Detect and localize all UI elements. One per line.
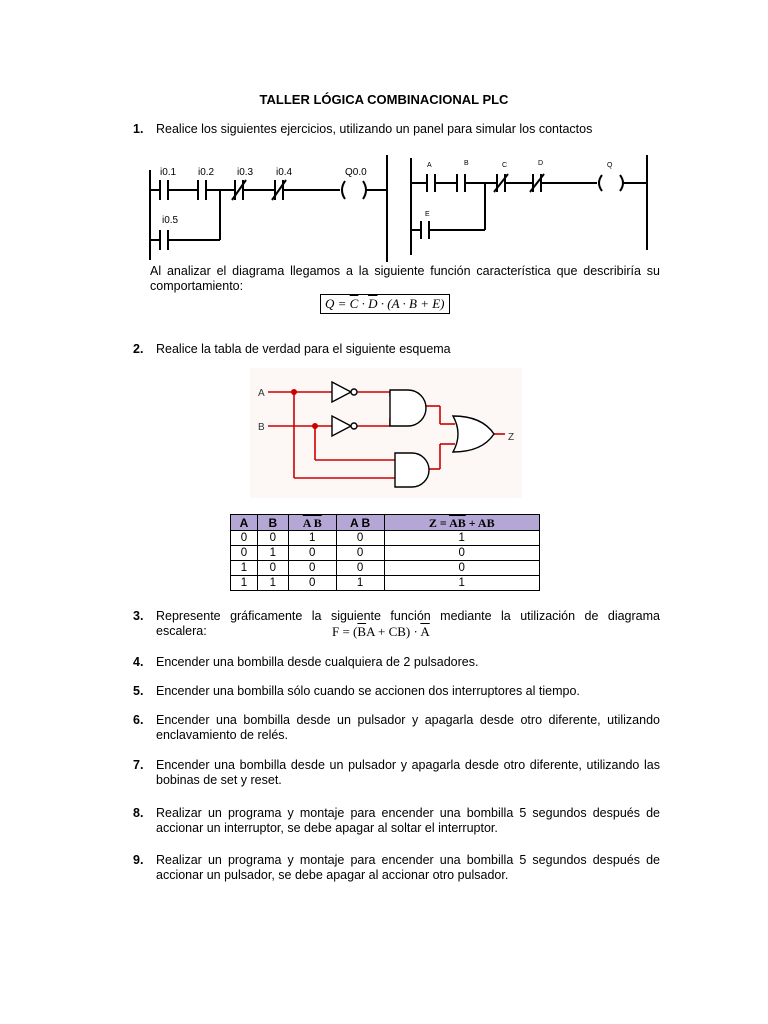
ladder1-label-i05: i0.5 bbox=[162, 215, 179, 226]
header-a: A bbox=[231, 515, 258, 531]
table-row bbox=[231, 576, 540, 591]
ladder1-label-i03: i0.3 bbox=[237, 167, 254, 178]
table-cell: 1 bbox=[257, 546, 288, 561]
item-6-number: 6. bbox=[133, 713, 144, 727]
item-3-text: Represente gráficamente la siguiente función mediante la utilización de diagrama escalera: bbox=[156, 609, 660, 638]
ladder2-label-b: B bbox=[464, 160, 469, 167]
header-z-rhs: + AB bbox=[465, 515, 495, 530]
table-row bbox=[231, 531, 540, 546]
ladder2-label-a: A bbox=[427, 162, 432, 169]
ladder2-label-c: C bbox=[502, 162, 508, 169]
table-row bbox=[231, 546, 540, 561]
function-q bbox=[320, 294, 450, 314]
function-q-lhs: Q = bbox=[325, 296, 350, 311]
ladder2-label-d: D bbox=[538, 160, 544, 167]
header-not-a-not-b: A B bbox=[288, 515, 336, 531]
table-cell: 0 bbox=[288, 561, 336, 576]
table-cell: 0 bbox=[231, 546, 258, 561]
table-cell: 1 bbox=[231, 561, 258, 576]
ladder1-label-i02: i0.2 bbox=[198, 167, 215, 178]
table-cell: 0 bbox=[257, 531, 288, 546]
item-2-number: 2. bbox=[133, 342, 144, 356]
table-cell: 0 bbox=[384, 546, 539, 561]
table-cell: 0 bbox=[336, 531, 384, 546]
circuit-input-b: B bbox=[258, 422, 265, 433]
function-f-not-a: $\overline{A}$ bbox=[420, 624, 430, 639]
table-cell: 1 bbox=[384, 531, 539, 546]
table-cell: 1 bbox=[231, 576, 258, 591]
item-2-text: Realice la tabla de verdad para el siguiente esquema bbox=[156, 342, 451, 356]
function-f-not-b: $\overline{B}$ bbox=[357, 624, 367, 639]
table-cell: 0 bbox=[336, 546, 384, 561]
truth-table-header-row bbox=[231, 515, 540, 531]
table-cell: 0 bbox=[384, 561, 539, 576]
item-9-number: 9. bbox=[133, 853, 144, 867]
item-7-text: Encender una bombilla desde un pulsador y apagarla desde otro diferente, utilizando las bobinas de set y reset. bbox=[156, 758, 660, 787]
item-5-number: 5. bbox=[133, 684, 144, 698]
table-cell: 1 bbox=[288, 531, 336, 546]
header-a-b: A B bbox=[336, 515, 384, 531]
item-4-number: 4. bbox=[133, 655, 144, 669]
function-f-lhs: F = ( bbox=[332, 624, 358, 639]
function-f bbox=[332, 624, 430, 640]
function-q-c: $\overline{C}$ bbox=[349, 296, 359, 311]
function-q-rest: · (A · B + E) bbox=[377, 296, 445, 311]
ladder2-label-e: E bbox=[425, 211, 430, 218]
item-1-text: Realice los siguientes ejercicios, utilizando un panel para simular los contactos bbox=[156, 122, 593, 136]
header-z-overline: $\overline{AB}$ bbox=[449, 515, 466, 530]
item-3-number: 3. bbox=[133, 609, 144, 623]
ladder-diagram-1 bbox=[140, 150, 400, 265]
page-title: TALLER LÓGICA COMBINACIONAL PLC bbox=[259, 92, 509, 107]
ladder1-label-i04: i0.4 bbox=[276, 167, 293, 178]
item-7-number: 7. bbox=[133, 758, 144, 772]
truth-table bbox=[230, 514, 540, 591]
header-b: B bbox=[257, 515, 288, 531]
item-8-text: Realizar un programa y montaje para encender una bombilla 5 segundos después de accionar un interruptor, se debe apagar al soltar el interruptor. bbox=[156, 806, 660, 835]
item-1-number: 1. bbox=[133, 122, 144, 136]
table-cell: 0 bbox=[336, 561, 384, 576]
table-row bbox=[231, 561, 540, 576]
ladder1-label-q00: Q0.0 bbox=[345, 167, 367, 178]
item-6-text: Encender una bombilla desde un pulsador y apagarla desde otro diferente, utilizando enclavamiento de relés. bbox=[156, 713, 660, 742]
ladder2-label-q: Q bbox=[607, 162, 613, 169]
table-cell: 0 bbox=[288, 576, 336, 591]
header-z bbox=[384, 515, 539, 531]
table-cell: 0 bbox=[257, 561, 288, 576]
table-cell: 1 bbox=[336, 576, 384, 591]
function-q-dot: · bbox=[358, 296, 369, 311]
table-cell: 0 bbox=[288, 546, 336, 561]
table-cell: 1 bbox=[384, 576, 539, 591]
item-5-text: Encender una bombilla sólo cuando se accionen dos interruptores al tiempo. bbox=[156, 684, 580, 698]
function-f-middle: A + CB) · bbox=[366, 624, 421, 639]
ladder-diagram-2 bbox=[405, 150, 665, 265]
function-q-d: $\overline{D}$ bbox=[368, 296, 378, 311]
logic-circuit-diagram bbox=[250, 368, 522, 498]
item-8-number: 8. bbox=[133, 806, 144, 820]
item-9-text: Realizar un programa y montaje para encender una bombilla 5 segundos después de accionar un pulsador, se debe apagar al accionar otro pulsador. bbox=[156, 853, 660, 882]
analysis-text: Al analizar el diagrama llegamos a la siguiente función característica que describiría su comportamiento: bbox=[150, 264, 660, 293]
header-z-lhs: Z = bbox=[428, 515, 450, 530]
table-cell: 1 bbox=[257, 576, 288, 591]
ladder1-label-i01: i0.1 bbox=[160, 167, 177, 178]
item-4-text: Encender una bombilla desde cualquiera de 2 pulsadores. bbox=[156, 655, 479, 669]
table-cell: 0 bbox=[231, 531, 258, 546]
circuit-output-z: Z bbox=[508, 432, 515, 443]
circuit-input-a: A bbox=[258, 388, 265, 399]
